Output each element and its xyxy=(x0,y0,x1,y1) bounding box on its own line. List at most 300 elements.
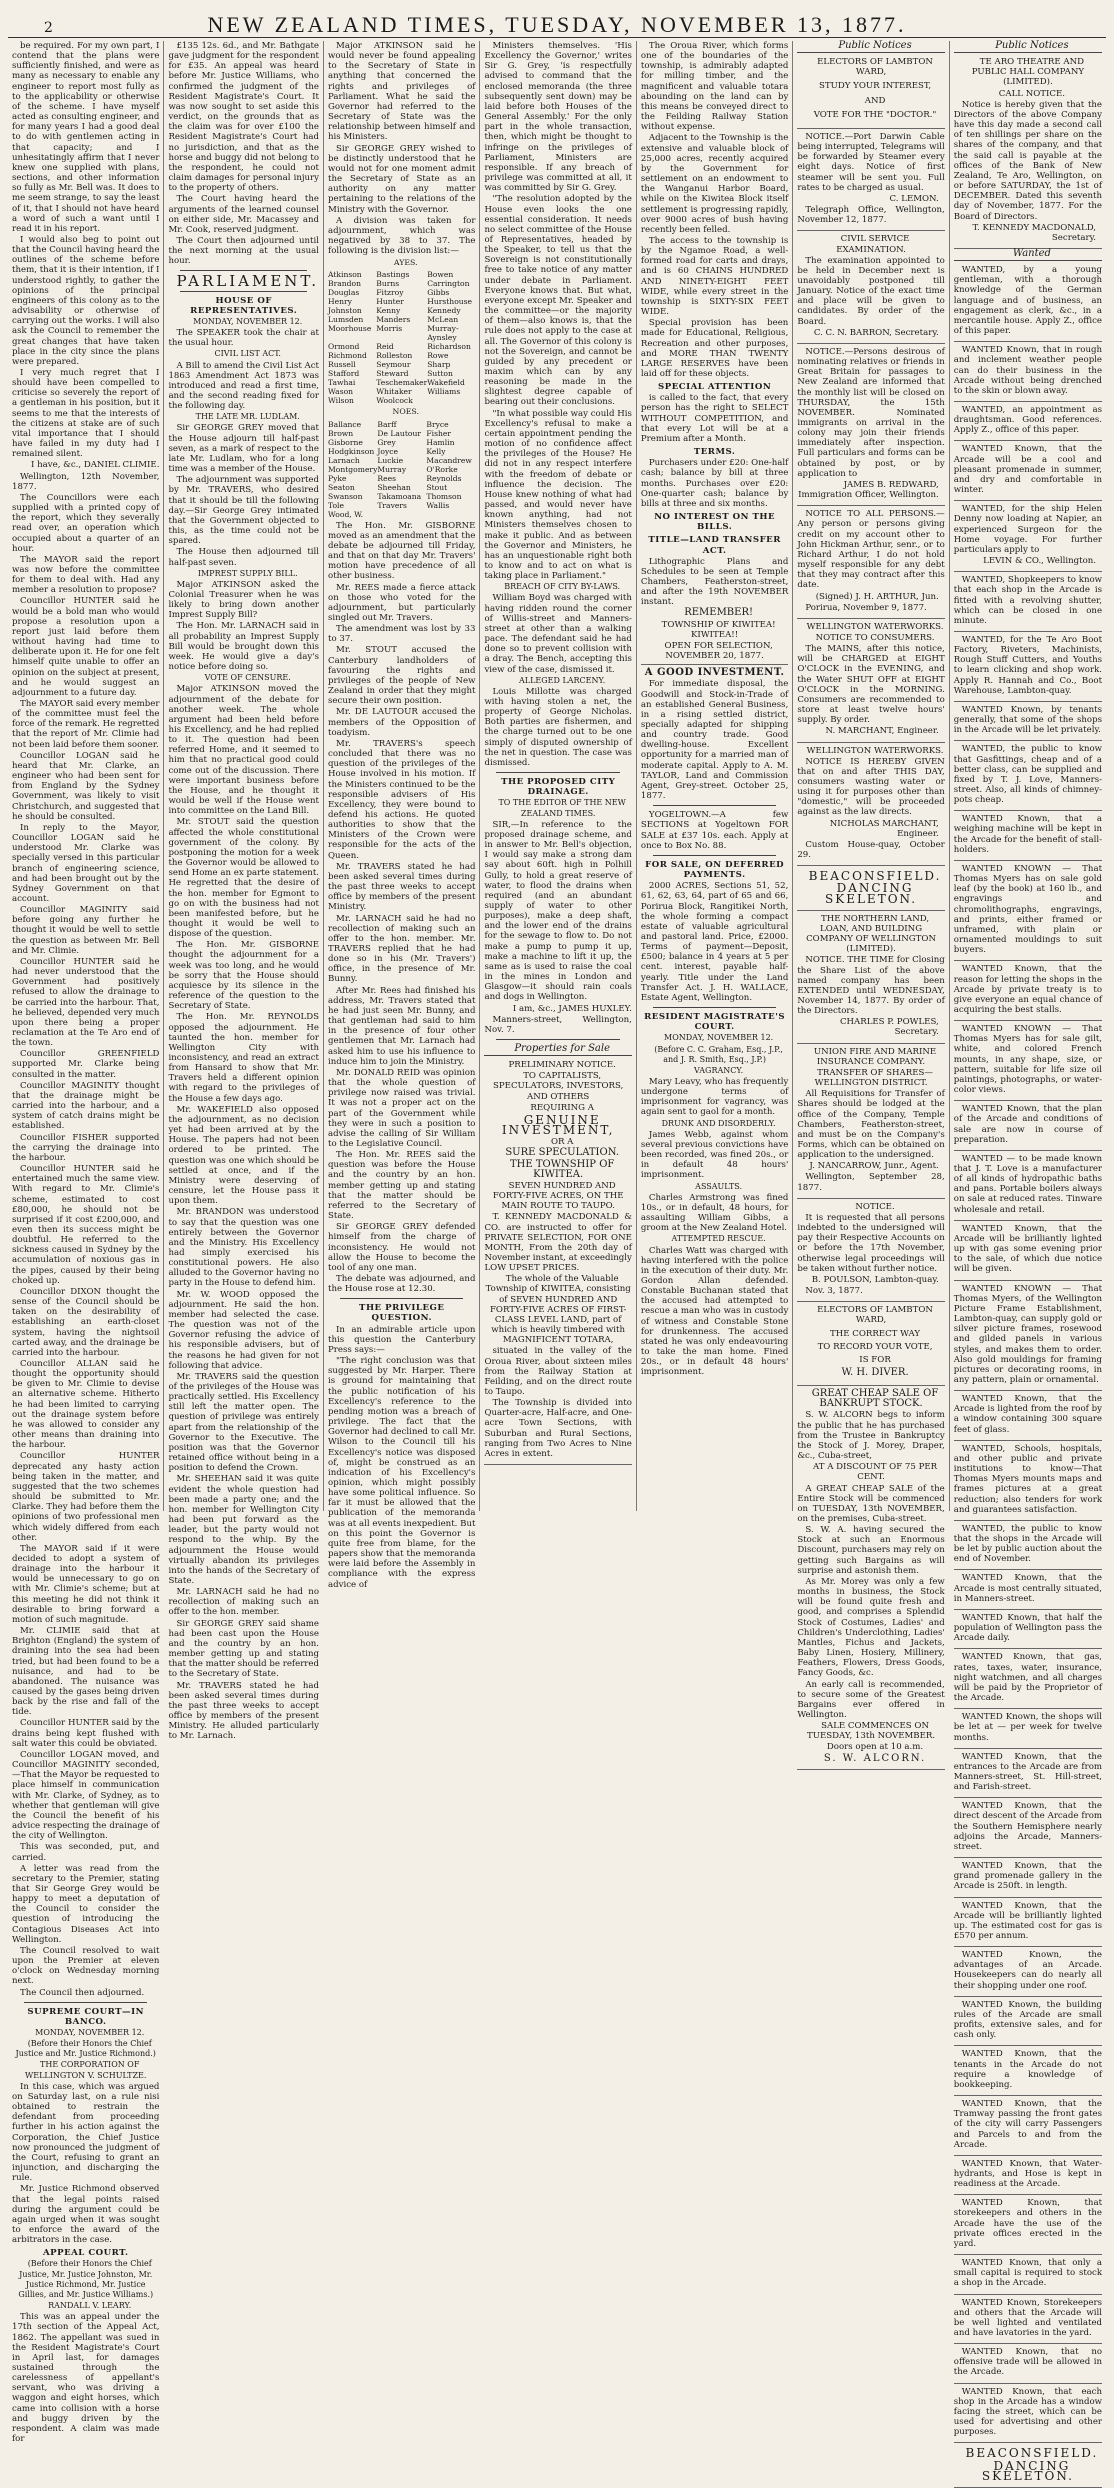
paragraph: Major ATKINSON moved the adjournment of the debate for another week. The whole argument had been held before his Excellency, and he had replied to it. The question had been referred Home, and it seemed to him that no practical good could come out of the discussion. There were important business before the House, and he thought it would be well if the House went into committee on the Land Bill. xyxy=(168,684,320,817)
ad-line: TRANSFER OF SHARES—WELLINGTON DISTRICT. xyxy=(814,1067,933,1089)
division-noes-heading: NOES. xyxy=(392,407,419,417)
paragraph: Sir GEORGE GREY moved that the House adjourn till half-past seven, as a mark of respect to the late Mr. Ludlam, who for a long time was a member of the House. xyxy=(168,423,320,475)
ad-line: SALE COMMENCES ON TUESDAY, 13th NOVEMBER. xyxy=(807,1721,936,1742)
ad-text: WANTED, the public to know that Gasfittings, cheap and of a better class, can be supplied and fixed by T. J. Love, Manners-street. Also, all kinds of chimney-pots cheap. xyxy=(953,744,1103,806)
division-member: Wason xyxy=(328,387,354,397)
division-member: Steward xyxy=(376,369,409,379)
paragraph: The MAYOR said every member of the committee must feel the force of the remark. He regretted that the report of Mr. Climie had not been laid before them sooner. xyxy=(12,699,160,750)
ad-headline: A GOOD INVESTMENT. xyxy=(644,667,785,679)
beaconsfield-ad-2 xyxy=(954,2443,1102,2487)
te-aro-theatre-ad xyxy=(954,54,1102,249)
wanted-ad xyxy=(954,2344,1102,2383)
ad-text: WANTED KNOWN — That Thomas Myers has on sale gold leaf (by the book) at 160 lb., and engravings and chromolithographs, engravings, and prints, either framed or unframed, with plain or ornamented mouldings to suit buyers. xyxy=(953,863,1103,956)
wanted-ad xyxy=(954,402,1102,441)
wanted-ad xyxy=(954,1709,1102,1748)
division-member: Joyce xyxy=(377,446,399,456)
wanted-ad xyxy=(954,2295,1102,2345)
division-member: Bryce xyxy=(426,419,449,429)
division-member: Russell xyxy=(328,360,356,370)
properties-heading: Properties for Sale xyxy=(484,1044,631,1056)
waterworks-notice-2 xyxy=(797,743,944,867)
division-member: Douglas xyxy=(328,288,360,298)
ad-text: All Requisitions for Transfer of Shares should be lodged at the office of the Company, Temple Chambers, Featherston-street, and must be on the Company's Forms, which can be obtained on application to the undersigned. xyxy=(797,1089,945,1161)
ad-headline: UNION FIRE AND MARINE INSURANCE COMPANY. xyxy=(813,1046,937,1067)
paragraph: I very much regret that I should have been compelled to criticise so severely the report of a gentleman in his position, but it seems to me that the interests of the citizens at stake are of such vital importance that I should have failed in my duty had I remained silent. xyxy=(12,368,160,460)
ad-text: WANTED Known, that Water-hydrants, and Hose is kept in readiness at the Arcade. xyxy=(953,2158,1103,2190)
ad-text: WANTED Known, that a weighing machine will be kept in the Arcade for the benefit of stall-holders. xyxy=(953,814,1103,855)
paragraph: Mary Leavy, who has frequently undergone terms of imprisonment for vagrancy, was again sent to gaol for a month. xyxy=(640,1077,789,1118)
ad-text: NOTICE. THE TIME for Closing the Share List of the above named company has been EXTENDED until WEDNESDAY, November 14, 1877. By order of the Directors. xyxy=(797,955,945,1017)
signature: I have, &c., DANIEL CLIMIE. xyxy=(30,460,160,471)
ad-text: WANTED Known, that the Arcade is lighted from the roof by a window containing 300 square feet of glass. xyxy=(953,1394,1103,1435)
paragraph: Major ATKINSON asked the Colonial Treasurer when he was likely to bring down another Imprest Supply Bill? xyxy=(168,579,320,621)
kiwitea-advertisement xyxy=(484,1057,631,1465)
signature: T. KENNEDY MACDONALD, Secretary. xyxy=(972,222,1097,243)
paragraph: The Hon. Mr. GISBORNE moved as an amendment that the debate be adjourned till Friday, and that on that day Mr. Travers' motion have precedence of all other business. xyxy=(328,520,476,582)
division-member: Murray xyxy=(377,464,407,474)
ad-text: 2000 ACRES, Sections 51, 52, 61, 62, 63, 64, part of 65 and 66, Porirua Block, Rangitikei North, the whole forming a compact estate of valuable agricultural and pastoral land. Price, £2000. Terms of payment—Deposit, £500; balance in 4 years at 5 per cent. interest, payable half-yearly. Title under the Land Transfer Act. J. H. WALLACE, Estate Agent, Wellington. xyxy=(640,881,789,1003)
ad-line: TOWNSHIP OF KIWITEA! KIWITEA!! xyxy=(661,619,776,640)
division-member: Kenny xyxy=(376,306,401,316)
lambton-ward-ad-2 xyxy=(797,1302,944,1386)
division-noes-list xyxy=(328,420,475,519)
paragraph: Mr. TRAVERS stated he had been asked several times during the past three weeks to accept office by members of the present Ministry. xyxy=(328,861,476,913)
ad-headline: GENUINE INVESTMENT, xyxy=(501,1112,615,1138)
division-member: Brown xyxy=(328,428,354,438)
division-member: Wakefield xyxy=(427,378,465,388)
column-1 xyxy=(8,41,164,2445)
paragraph: Mr. WAKEFIELD also opposed the adjournment, as no decision yet had been arrived at by the House. The papers had not been ordered to be printed. The question was one which should be settled at once, and if the Ministry were deserving of censure, let the House pass it upon them. xyxy=(168,1104,320,1207)
ad-text: WANTED KNOWN — That Thomas Myers, of the Wellington Picture Frame Establishment, Lambton-quay, can supply gold or silver picture frames, rosewood and gilded panels in various styles, and makes them to order. Also gold mouldings for framing pictures or decorating rooms, in any pattern, plain or ornamental. xyxy=(953,1283,1103,1385)
dateline: Telegraph Office, Wellington, November 12, 1877. xyxy=(797,205,945,226)
paragraph: Louis Millotte was charged with having stolen a net, the property of George Nicholas. Both parties are fishermen, and the charge turned out to be one simply of disputed ownership of the net in question. The case was dismissed. xyxy=(484,686,632,768)
ad-text: WANTED, for the Te Aro Boot Factory, Riveters, Machinists, Rough Stuff Cutters, and Youths to learn clicking and shop work. Apply R. Hannah and Co., Boot Warehouse, Lambton-quay. xyxy=(953,634,1103,696)
wanted-ad xyxy=(954,1898,1102,1948)
wanted-ad xyxy=(954,262,1102,342)
division-member: Fitzroy xyxy=(376,288,404,298)
division-member: McLean xyxy=(427,315,459,325)
paragraph: Councillor LOGAN moved, and Councillor MAGINITY seconded,—That the Mayor be requested to place himself in communication with Mr. Clarke, of Sydney, as to whether that gentleman will give the Council the benefit of his advice respecting the drainage of the city of Wellington. xyxy=(12,1749,160,1842)
paragraph: The Hon. Mr. REES said the question was before the House and the country by an hon. member getting up and stating that the matter should be referred to the Secretary of State. xyxy=(328,1150,476,1222)
ad-text: NOTICE.—Port Darwin Cable being interrupted, Telegrams will be forwarded by Steamer every eight days. Notice of first steamer will be sent you. Full rates to be charged as usual. xyxy=(797,131,945,193)
wanted-ad xyxy=(954,2255,1102,2294)
parliament-heading: PARLIAMENT. xyxy=(176,272,320,291)
signature: CHARLES P. POWLES, Secretary. xyxy=(839,1017,939,1038)
paragraph: Sir GEORGE GREY defended himself from the charge of inconsistency. He would not allow the House to become the tool of any one man. xyxy=(328,1222,476,1273)
subsection-heading: THE LATE MR. LUDLAM. xyxy=(195,412,300,422)
wanted-ad xyxy=(954,1947,1102,1997)
division-member: Richardson xyxy=(427,342,471,352)
column-3 xyxy=(324,41,480,1590)
division-member: Seymour xyxy=(376,360,411,370)
ad-line: NOTICE TO CONSUMERS. xyxy=(815,632,935,643)
ad-text: WANTED, an appointment as draughtsman. Good references. Apply Z., office of this paper. xyxy=(953,405,1103,436)
division-member: Tawhai xyxy=(328,378,356,388)
division-member: Reid xyxy=(376,342,394,352)
paragraph: Councillor GREENFIELD supported Mr. Clarke being consulted in the matter. xyxy=(12,1049,160,1080)
ad-text: WANTED Known, that the reason for letting the shops in the Arcade by private treaty is to give everyone an equal chance of acquiring the best stalls. xyxy=(953,964,1103,1015)
paragraph: The SPEAKER took the chair at the usual hour. xyxy=(168,328,320,349)
paragraph: Mr. SHEEHAN said it was quite evident the whole question had been made a party one; and the hon. member for Wellington City had been put forward as the leader, but the party would not respond to the whip. By the adjournment the House would virtually abandon its privileges into the hands of the Secretary of State. xyxy=(168,1474,320,1586)
wanted-ad xyxy=(954,2096,1102,2156)
division-member: Sheehan xyxy=(377,482,411,492)
ad-line: CALL NOTICE. xyxy=(998,88,1065,99)
ad-headline: NOTICE. xyxy=(855,1201,895,1212)
dateline: Porirua, November 9, 1877. xyxy=(805,602,927,613)
subsection-heading: CIVIL LIST ACT. xyxy=(214,349,281,359)
division-member: Gisborne xyxy=(328,437,363,447)
paragraph: In an admirable article upon this question the Canterbury Press says:— xyxy=(328,1324,476,1355)
union-insurance-ad xyxy=(797,1044,944,1199)
paragraph: Charles Watt was charged with having interfered with the police in the execution of their duty. Mr. Gordon Allan defended. Constable Buchanan stated that the accused had attempted to rescue a man who was in custody of witness and Constable Stone for drunkenness. The accused stated he was only endeavouring to take the man home. Fined 20s., or in default 48 hours' imprisonment. xyxy=(640,1245,789,1378)
paragraph: Ministers themselves. 'His Excellency the Governor,' writes Sir G. Grey, 'is respectfully advised to command that the enclosed memoranda (the three subsequently sent down) may be laid before both Houses of the General Assembly.' For the only part in the whole transaction, then, which might be thought to infringe on the privileges of Parliament, Ministers are responsible. If any breach of privilege was committed at all, it was committed by Sir G. Grey. xyxy=(484,41,632,194)
lambton-ward-ad xyxy=(797,54,944,129)
wanted-ad xyxy=(954,2046,1102,2096)
division-member: Wilson xyxy=(328,396,354,406)
ad-text: WANTED, for the ship Helen Denny now loading at Napier, an experienced Surgeon for the Home voyage. For further particulars apply to xyxy=(953,504,1103,555)
division-member: Morris xyxy=(376,324,403,334)
division-member: Sharp xyxy=(427,360,451,370)
divider xyxy=(340,1298,463,1299)
ad-text: The access to the township is by the Ngamoe Road, a well-formed road for carts and drays, and is 60 CHAINS HUNDRED AND NINETY-EIGHT FEET WIDE, while every street in the township is SIXTY-SIX FEET WIDE. xyxy=(640,235,789,318)
division-member: Barff xyxy=(377,419,397,429)
ad-text: WANTED Known, that the tenants in the Arcade do not require a knowledge of bookkeeping. xyxy=(953,2049,1103,2090)
paragraph: "In what possible way could His Excellency's refusal to make a certain appointment pending the motion of no confidence affect the privileges of the House? He did not in any respect interfere with the freedom of debate or influence the decision. The House knew nothing of what had passed, and would never have known anything, had not Ministers themselves chosen to make it public. And as between the Governor and Ministers, he has an unquestionable right both to know and to act on what is taking place in Parliament." xyxy=(484,408,632,582)
ad-line: SURE SPECULATION. xyxy=(505,1147,619,1159)
paragraph: The amendment was lost by 33 to 37. xyxy=(328,624,476,645)
division-member: Whitaker xyxy=(376,387,412,397)
subsection-heading: BREACH OF CITY BY-LAWS. xyxy=(504,582,621,592)
division-member: Reynolds xyxy=(426,473,462,483)
ad-headline: DANCING SKELETON. xyxy=(825,881,918,906)
division-member: Swanson xyxy=(328,491,363,501)
ad-text: An early call is recommended, to secure some of the Greatest Bargains ever offered in Wellington. xyxy=(797,1679,945,1720)
paragraph: The Hon. Mr. LARNACH said in all probability an Imprest Supply Bill would be brought down this week. He would give a day's notice before doing so. xyxy=(168,621,320,673)
ad-text: situated in the valley of the Oroua River, about sixteen miles from the Railway Station at Feilding, and on the direct route to Taupo. xyxy=(484,1346,632,1397)
ad-line: TITLE—LAND TRANSFER ACT. xyxy=(648,535,781,556)
ad-line: Doors open at 10 a.m. xyxy=(826,1742,924,1753)
signature: LEVIN & CO., Wellington. xyxy=(983,556,1097,567)
ad-text: WANTED Known, that storekeepers and others in the Arcade have the use of the private offices erected in the yard. xyxy=(953,2198,1103,2249)
column-4 xyxy=(480,41,636,1511)
section-heading: APPEAL COURT. xyxy=(43,2248,129,2259)
paragraph: Councillor DIXON thought the sense of the Council should be taken on the desirability of establishing an earth-closet system, having the nightsoil carted away, and the drainage be carried into the harbour. xyxy=(12,1286,160,1358)
column-2 xyxy=(164,41,324,1742)
wanted-ad xyxy=(954,1021,1102,1101)
ad-line: VOTE FOR THE "DOCTOR." xyxy=(813,109,937,120)
beaconsfield-ad xyxy=(797,866,944,910)
paragraph: Councillor FISHER supported the carrying the drainage into the harbour. xyxy=(12,1132,160,1163)
wanted-ad xyxy=(954,2384,1102,2444)
paragraph: The House then adjourned till half-past seven. xyxy=(168,547,320,568)
subsection-heading: VAGRANCY. xyxy=(694,1065,744,1075)
dateline: Wellington, 12th November, 1877. xyxy=(12,471,160,492)
divider xyxy=(24,2002,147,2003)
ad-text: Purchasers under £20: One-half cash; balance by bill at three months. Purchases over £20: One-quarter cash; balance by bills at three and six months. xyxy=(640,458,789,509)
paragraph: Councillor LOGAN said he heard that Mr. Clarke, an engineer who had been sent for from England by the Sydney Government, was likely to visit Christchurch, and suggested that he should be consulted. xyxy=(12,750,160,822)
ad-text: A GREAT CHEAP SALE of the Entire Stock will be commenced on TUESDAY, 13th NOVEMBER, on the premises, Cuba-street. xyxy=(797,1483,945,1524)
paragraph: The adjournment was supported by Mr. TRAVERS, who desired that it should be till the following day.—Sir George Grey intimated that the Government objected to this, as the time could not be spared. xyxy=(168,475,320,547)
ad-headline: FOR SALE, ON DEFERRED PAYMENTS. xyxy=(645,859,785,881)
waterworks-notice xyxy=(797,619,944,743)
section-heading: HOUSE OF REPRESENTATIVES. xyxy=(190,295,298,316)
case-title: THE CORPORATION OF WELLINGTON V. SCHULTZE. xyxy=(25,2060,147,2080)
division-member: Lumsden xyxy=(328,315,364,325)
section-date: MONDAY, NOVEMBER 12. xyxy=(664,1033,774,1043)
ad-text: WANTED Known, that only a small capital is required to stock a shop in the Arcade. xyxy=(953,2258,1103,2289)
section-date: MONDAY, NOVEMBER 12. xyxy=(193,316,303,326)
ad-text: WANTED Known, Storekeepers and others that the Arcade will be well lighted and ventilated and have lavatories in the yard. xyxy=(953,2297,1103,2338)
division-member: Brandon xyxy=(328,279,361,289)
paragraph: Sir GEORGE GREY said shame had been cast upon the House and the country by an hon. member getting up and stating that the matter should be referred to the Secretary of State. xyxy=(168,1618,320,1680)
ad-line: THE CORRECT WAY xyxy=(830,1328,921,1339)
section-subtitle: TO THE EDITOR OF THE NEW ZEALAND TIMES. xyxy=(498,798,626,818)
wanted-ad xyxy=(954,2195,1102,2255)
wanted-ad xyxy=(954,1521,1102,1571)
section-subtitle: (Before their Honors the Chief Justice and Mr. Justice Richmond.) xyxy=(15,2039,156,2059)
division-member: Bastings xyxy=(376,270,410,280)
paragraph: Councillor HUNTER said by the drains being kept flushed with salt water this could be obviated. xyxy=(12,1718,160,1749)
paragraph: Councillor MAGINITY thought that the drainage might be carried into the harbour, and a system of catch drains might be established. xyxy=(12,1080,160,1132)
paragraph: Mr. LARNACH said he had no recollection of making such an offer to the hon. member. Mr. TRAVERS replied that he had done so in his (Mr. Travers') office, in the presence of Mr. Bunny. xyxy=(328,913,476,985)
paragraph: Charles Armstrong was fined 10s., or in default, 48 hours, for assaulting William Gibbs, a groom at the New Zealand Hotel. xyxy=(640,1192,789,1234)
ad-line: TERMS. xyxy=(693,447,736,458)
paragraph: Mr. BRANDON was understood to say that the question was one entirely between the Governor and the Ministry. His Excellency had simply exercised his constitutional powers. He also alluded to the Governor having no party in the House to defend him. xyxy=(168,1207,320,1289)
division-member: Murray-Aynsley xyxy=(427,324,459,343)
signature: J. NANCARROW, Junr., Agent. xyxy=(809,1161,939,1172)
division-member: Rees xyxy=(377,473,396,483)
ad-line: AND xyxy=(864,95,886,106)
paragraph: The debate was adjourned, and the House rose at 12.30. xyxy=(328,1274,476,1295)
section-subtitle: (Before C. C. Graham, Esq., J.P., and J. R. Smith, Esq., J.P.) xyxy=(654,1044,783,1064)
signature: N. MARCHANT, Engineer. xyxy=(825,726,939,737)
paragraph: The Council then adjourned. xyxy=(20,1987,145,1998)
ad-line: PRELIMINARY NOTICE. xyxy=(508,1060,616,1071)
column-7 xyxy=(950,40,1106,2483)
ad-line: TO RECORD YOUR VOTE, xyxy=(817,1341,933,1352)
ad-text: WANTED, by a young gentleman, with a thorough knowledge of the German language and of business, an engagement as clerk, &c., in a mercantile house. Apply Z., office of this paper. xyxy=(953,265,1103,337)
ad-line: SEVEN HUNDRED AND FORTY-FIVE ACRES, ON THE MAIN ROUTE TO TAUPO. xyxy=(492,1180,624,1212)
division-member: Montgomery xyxy=(328,464,378,474)
wanted-ad xyxy=(954,702,1102,741)
paragraph: The Hon. Mr. GISBORNE thought the adjournment for a week was too long, and he would be sorry that the House should acquiesce by its silence in the reference of the question to the Secretary of State. xyxy=(168,940,320,1012)
ad-text: NOTICE IS HEREBY GIVEN that on and after THIS DAY, consumers wasting water or using it for purposes other than "domestic," will be proceeded against as the law directs. xyxy=(797,756,945,818)
paragraph: In this case, which was argued on Saturday last, on a rule nisi obtained to restrain the defendant from proceeding further in his action against the Corporation, the Chief Justice now pronounced the judgment of the Court, refusing to grant an injunction, and discharging the rule. xyxy=(12,2081,160,2184)
ad-text: WANTED Known, the shops will be let at — per week for twelve months. xyxy=(953,1712,1103,1743)
division-member: Teschemaker xyxy=(376,378,428,388)
division-member: Seaton xyxy=(328,482,355,492)
paragraph: A Bill to amend the Civil List Act 1863 Amendment Act 1873 was introduced and read a first time, and the second reading fixed for the following day. xyxy=(168,360,320,412)
ad-line: NO INTEREST ON THE BILLS. xyxy=(654,512,776,533)
paragraph: Councillor HUNTER said he would be a bold man who would propose a resolution upon a report just laid before them without having had time to deliberate upon it. He for one felt himself quite unable to offer an opinion on the subject at present, and he would suggest an adjournment to a future day. xyxy=(12,596,160,698)
subsection-heading: IMPREST SUPPLY BILL. xyxy=(197,568,298,578)
ad-headline: GREAT CHEAP SALE OF BANKRUPT STOCK. xyxy=(811,1388,939,1410)
wanted-ad xyxy=(954,1649,1102,1709)
paragraph: Councillor ALLAN said he thought the opportunity should be given to Mr. Climie to devise an alternative scheme. Hitherto he had been limited to carrying out the drainage system before he was allowed to consider any other means than draining into the harbour. xyxy=(12,1359,160,1451)
paragraph: £135 12s. 6d., and Mr. Bathgate gave judgment for the respondent for £35. An appeal was heard before Mr. Justice Williams, who confirmed the judgment of the Resident Magistrate's Court. It was now sought to set aside this verdict, on the grounds that as the claim was for over £100 the Resident Magistrate's Court had no jurisdiction, and that as the horse and buggy did not belong to the respondent, he could not claim damages for personal injury to the property of others. xyxy=(168,41,320,194)
paragraph: Major ATKINSON said he would never be found appealing to the Secretary of State in anything that concerned the rights and privileges of Parliament. What he said the Governor had referred to the Secretary of State was the relationship between himself and his Ministers. xyxy=(328,41,476,143)
division-member: Bowen xyxy=(427,270,454,280)
ad-headline: BEACONSFIELD. xyxy=(808,869,942,884)
division-member: Henry xyxy=(328,297,352,307)
ad-line: IS FOR xyxy=(859,1354,891,1365)
paragraph: After Mr. Rees had finished his address, Mr. Travers stated that he had just seen Mr. Bunny, and that gentleman had said to him in the presence of four other gentlemen that Mr. Larnach had asked him to use his influence to induce him to join the Ministry. xyxy=(328,985,476,1067)
signature: B. POULSON, Lambton-quay. xyxy=(811,1274,939,1285)
masthead-title: NEW ZEALAND TIMES, TUESDAY, NOVEMBER 13, 1877. xyxy=(207,12,907,37)
division-member: Hursthouse xyxy=(427,297,473,307)
ad-line: S. W. ALCORN. xyxy=(823,1752,927,1764)
ad-text: WANTED Known, by tenants generally, that some of the shops in the Arcade will be let privately. xyxy=(953,704,1103,736)
division-member: Luckie xyxy=(377,455,404,465)
ad-text: Special provision has been made for Educational, Religious, Recreation and other purposes, and MORE THAN TWENTY LARGE RESERVES have been laid off for these objects. xyxy=(640,318,789,379)
division-member: Kelly xyxy=(426,446,446,456)
wanted-ad xyxy=(954,1610,1102,1649)
division-member: Johnston xyxy=(328,306,362,316)
wanted-ad xyxy=(954,632,1102,702)
paragraph: "The right conclusion was that suggested by Mr. Harper. There is ground for maintaining that the public notification of his Excellency's reference to the pending motion was a breach of privilege. The fact that the Governor had declined to call Mr. Wilson to the Council till his Excellency's notice was disposed of, might be construed as an indication of his Excellency's opinion, which might possibly have some political influence. So far it must be allowed that the publication of the memoranda was at all events inexpedient. But on this point the Governor is quite free from blame, for the papers show that the memoranda were laid before the Assembly in compliance with the express advice of xyxy=(328,1356,476,1590)
ad-text: The Township is divided into Quarter-acre, Half-acre, and One-acre Town Sections, with Suburban and Rural Sections, ranging from Two Acres to Nine Acres in extent. xyxy=(484,1398,632,1459)
paragraph: Mr. TRAVERS said the question of the privileges of the House was practically settled. His Excellency still left the matter open. The question of privilege was entirely apart from the relationship of the Governor to the Executive. The position was that the Governor retained office without being in a position to defend the Crown. xyxy=(168,1371,320,1474)
immigration-notice xyxy=(797,344,944,506)
paragraph: Councillor MAGINITY said before going any further he thought it would be well to settle the question as between Mr. Bell and Mr. Climie. xyxy=(12,905,160,956)
division-member: Ballance xyxy=(328,419,362,429)
division-member: Stafford xyxy=(328,369,360,379)
section-date: MONDAY, NOVEMBER 12. xyxy=(35,2028,145,2037)
division-member: Rowe xyxy=(427,351,449,361)
wanted-ad xyxy=(954,572,1102,632)
ad-text: WANTED Known, that the Tramway passing the front gates of the city will carry Passengers and Parcels to and from the Arcade. xyxy=(953,2099,1103,2150)
division-member: Fisher xyxy=(426,428,452,438)
ad-headline: THE NORTHERN LAND, LOAN, AND BUILDING COMPANY OF WELLINGTON (LIMITED). xyxy=(806,913,936,955)
civil-service-notice xyxy=(797,231,944,344)
division-member: Carrington xyxy=(427,279,470,289)
ad-line: ELECTORS OF LAMBTON WARD, xyxy=(817,1305,933,1326)
division-member: Sutton xyxy=(427,369,453,379)
divider xyxy=(496,772,619,773)
paragraph: The Councillors were each supplied with a printed copy of the report, which they severally read over, an operation which occupied about a quarter of an hour. xyxy=(12,492,160,554)
paragraph: William Boyd was charged with having ridden round the corner of Willis-street and Manners-street at other than a walking pace. The defendant said he had done so to prevent collision with a dray. The Bench, accepting this view of the case, dismissed it. xyxy=(484,593,632,675)
signature: (Signed) J. H. ARTHUR, Jun. xyxy=(815,591,939,602)
division-member: Gibbs xyxy=(427,288,450,298)
wanted-ad xyxy=(954,1221,1102,1281)
ad-text: WANTED Known, that the Arcade is most centrally situated, in Manners-street. xyxy=(953,1573,1103,1604)
wanted-ad xyxy=(954,1281,1102,1392)
ad-text: As Mr. Morey was only a few months in business, the Stock will be found quite fresh and good, and comprises a Splendid Stock of Costumes, Ladies' and Children's Underclothing, Ladies' Mantles, Fichus and Jackets, Baby Linen, Hosiery, Millinery, Feathers, Flowers, Dress Goods, Fancy Goods, &c. xyxy=(797,1576,945,1679)
paragraph: Mr. LARNACH said he had no recollection of making such an offer to the hon. member. xyxy=(168,1587,320,1618)
divider xyxy=(653,805,776,806)
section-heading: RESIDENT MAGISTRATE'S COURT. xyxy=(644,1012,786,1033)
ad-text: WANTED KNOWN — That Thomas Myers has for sale gilt, white, and colored French mounts, in any shape, size, or pattern, suitable for life size oil paintings, photographs, or water-color views. xyxy=(953,1024,1103,1096)
paragraph: be required. For my own part, I contend that the plans were sufficiently finished, and were as many as necessary to enable any engineer to report most fully as to the applicability or otherwise of the scheme. I have myself acted as consulting engineer, and for many years I had a good deal to do with gentlemen acting in that capacity; and I unhesitatingly affirm that I never knew one supplied with plans, sections, and other information so fully as Mr. Bell was. It does to me seem strange, to say the least of it, that I should not have heard a word of such a want until I read it in his report. xyxy=(12,41,160,234)
ad-text: Notice is hereby given that the Directors of the above Company have this day made a second call of ten shillings per share on the shares of the company, and that the said call is payable at the offices of the Bank of New Zealand, Te Aro, Wellington, on or before SATURDAY, the 1st of DECEMBER. Dated this seventh day of November, 1877. For the Board of Directors. xyxy=(953,99,1103,222)
ad-line: The whole of the Valuable Township of KIWITEA, consisting of SEVEN HUNDRED AND FORTY-FIVE ACRES OF FIRST-CLASS LEVEL LAND, part of which is heavily timbered with MAGNIFICENT TOTARA, xyxy=(485,1274,631,1346)
ad-text: Adjacent to the Township is the extensive and valuable block of 25,000 acres, recently acquired by the Government for settlement on an endowment to the Wanganui Harbor Board, while on the Kiwitea Block itself settlement is progressing rapidly, over 9000 acres of bush having recently been felled. xyxy=(640,133,789,235)
ad-text: WANTED Known, that the Arcade will be brilliantly lighted up. The estimated cost for gas is £570 per annum. xyxy=(953,1900,1103,1941)
ad-text: Lithographic Plans and Schedules to be seen at Temple Chambers, Featherston-street, and after the 19th NOVEMBER instant. xyxy=(640,556,789,608)
ad-text: S. W. A. having secured the Stock at such an Enormous Discount, purchasers may rely on getting such Bargains as will surprise and astonish them. xyxy=(797,1525,945,1576)
division-member: Travers xyxy=(377,500,407,510)
paragraph: A division was taken for adjournment, which was negatived by 38 to 37. The following is the division list:— xyxy=(328,215,476,257)
divider xyxy=(180,270,307,271)
wanted-ad xyxy=(954,861,1102,961)
page-number: 2 xyxy=(44,20,53,36)
division-member: Wallis xyxy=(426,500,450,510)
ad-text: WANTED Known, that the Arcade will be brilliantly lighted up with gas some evening prior to the sale, of which due notice will be given. xyxy=(953,1223,1103,1275)
section-heading: THE PROPOSED CITY DRAINAGE. xyxy=(501,777,616,798)
paragraph: Councillor HUNTER deprecated any hasty action being taken in the matter, and suggested that the two schemes should be submitted to Mr. Clarke. They had before them the opinions of two professional men which widely differed from each other. xyxy=(12,1451,160,1543)
paragraph: Councillor HUNTER said he entertained much the same view. With regard to Mr. Climie's scheme, estimated to cost £80,000, he should not be surprised if it cost £200,000, and even then its success might be doubtful. He referred to the sickness caused in Sydney by the accumulation of noxious gas in the pipes, caused by their being choked up. xyxy=(12,1164,160,1286)
paragraph: Mr. STOUT said the question affected the whole constitutional government of the colony. By postponing the motion for a week the Governor would be allowed to send Home an ex parte statement. He regretted that the desire of the hon. member for Egmont to go on with the business had not been manifested before, but he thought it would be well to dispose of the question. xyxy=(168,817,320,940)
division-member: Atkinson xyxy=(328,270,362,280)
division-member: Hunter xyxy=(376,297,404,307)
signature: C. LEMON. xyxy=(889,193,939,204)
ad-text: YOGELTOWN.—A few SECTIONS at Yogeltown FOR SALE at £37 10s. each. Apply at once to Box No. 88. xyxy=(640,810,789,851)
wanted-ad xyxy=(954,1391,1102,1441)
public-notices-heading: Public Notices xyxy=(797,41,944,53)
ad-line: TO CAPITALISTS, SPECULATORS, INVESTORS, AND OTHERS xyxy=(493,1071,624,1102)
division-member: Hamlin xyxy=(426,437,455,447)
paragraph: "The resolution adopted by the House even looks the one essential consideration. It needs no select committee of the House of Representatives, headed by the Speaker, to tell us that the Sovereign is not constitutionally free to take notice of any matter under debate in Parliament. Everyone knows that. But what, everyone except Mr. Speaker and the committee—or the majority of them—also knows is, that the rule does not apply to the case at all. The Governor of this colony is not the Sovereign, and cannot be guided by any precedent or maxim which can by any reasoning be made in the slightest degree capable of bearing out their conclusions. xyxy=(484,194,632,408)
paragraph: The Court then adjourned until the next morning at the usual hour. xyxy=(168,235,320,267)
division-member: Williams xyxy=(427,387,461,397)
wanted-ad xyxy=(954,1798,1102,1858)
column-5 xyxy=(637,41,793,1511)
paragraph: Mr. Justice Richmond observed that the legal points raised during the argument could be again urged when it was sought to enforce the award of the arbitrators in the case. xyxy=(12,2184,160,2246)
signature: NICHOLAS MARCHANT, Engineer. xyxy=(829,818,939,839)
division-member: Rolleston xyxy=(376,351,413,361)
section-subtitle: (Before their Honors the Chief Justice, Mr. Justice Johnston, Mr. Justice Richmond, Mr. Justice Gillies, and Mr. Justice Williams.) xyxy=(18,2259,154,2299)
credit-notice xyxy=(797,506,944,619)
paragraph: This was seconded, put, and carried. xyxy=(12,1842,160,1863)
northern-land-ad xyxy=(797,911,944,1044)
paragraph: Mr. STOUT accused the Canterbury landholders of favouring the rights and privileges of the people of New Zealand in order that they might secure their own position. xyxy=(328,645,476,707)
divider xyxy=(653,855,776,856)
division-member: Thomson xyxy=(426,491,462,501)
ad-line: SPECIAL ATTENTION xyxy=(658,382,772,393)
wanted-ad xyxy=(954,342,1102,402)
ad-text: WANTED Known, that gas, rates, taxes, water, insurance, night watchmen, and all charges will be paid by the Proprietor of the Arcade. xyxy=(953,1652,1103,1704)
paragraph: James Webb, against whom several previous convictions have been recorded, was fined 20s., or in default 48 hours' imprisonment. xyxy=(640,1129,789,1181)
signature: I am, &c., JAMES HUXLEY. xyxy=(512,1003,632,1014)
columns xyxy=(8,40,1106,2483)
division-member: Pyke xyxy=(328,473,347,483)
division-member: Burns xyxy=(376,279,400,289)
dateline: Manners-street, Wellington, Nov. 7. xyxy=(484,1014,632,1035)
ad-headline: CIVIL SERVICE EXAMINATION. xyxy=(836,234,910,255)
ad-text: WANTED Known, that the plan of the Arcade and conditions of sale are now in course of preparation. xyxy=(953,1104,1103,1145)
ad-text: The examination appointed to be held in December next is unavoidably postponed till January. Notice of the exact time and place will be given to candidates. By order of the Board. xyxy=(797,255,945,327)
signature: C. C. N. BARRON, Secretary. xyxy=(813,327,939,338)
ad-line: STUDY YOUR INTEREST, xyxy=(819,81,932,92)
ad-line: W. H. DIVER. xyxy=(841,1366,909,1378)
ad-text: WANTED Known, that no offensive trade will be allowed in the Arcade. xyxy=(953,2347,1103,2378)
paragraph: The MAYOR said if it were decided to adopt a system of drainage into the harbour it would be unnecessary to go on with Mr. Climie's scheme; but at this meeting he did not think it desirable to bring forward a motion of such magnitude. xyxy=(12,1543,160,1625)
subsection-heading: ATTEMPTED RESCUE. xyxy=(671,1234,766,1244)
ad-headline: WELLINGTON WATERWORKS. xyxy=(806,621,944,632)
divider xyxy=(653,1007,776,1008)
division-member: De Lautour xyxy=(377,428,421,438)
ad-text: WANTED, Shopkeepers to know that each shop in the Arcade is fitted with a revolving shutter, which can be closed in one minute. xyxy=(953,575,1103,626)
ad-text: WANTED Known, that the Arcade will be a cool and pleasant promenade in summer, and dry and comfortable in winter. xyxy=(953,444,1103,496)
paragraph: Mr. TRAVERS stated he had been asked several times during the past three weeks to accept office by members of the present Ministry. He alluded particularly to Mr. Larnach. xyxy=(168,1680,320,1742)
dateline: Wellington, September 28, 1877. xyxy=(797,1172,945,1193)
subsection-heading: DRUNK AND DISORDERLY. xyxy=(661,1118,776,1128)
paragraph: SIR,—In reference to the proposed drainage scheme, and in answer to Mr. Bell's objection, I would say make a strong dam say about 60ft. high in Polhill Gully, to hold a great reserve of water, to flood the drains when required (and an abundant supply of water to other purposes), make a deep shaft, and the lower end of the drains for the sewage to flow to. Do not make a pump to pump it up, make a machine to lift it up, the same as is used to raise the coal in the mines in London and Glasgow—it should rain coals and dogs in Wellington. xyxy=(484,819,632,1003)
ad-text: NOTICE.—Persons desirous of nominating relatives or friends in Great Britain for passages to New Zealand are informed that the monthly list will be closed on THURSDAY, the 15th NOVEMBER. Nominated immigrants on arrival in the colony may join their friends immediately after inspection. Full particulars and forms can be obtained by post, or by application to xyxy=(797,346,945,479)
divider xyxy=(496,1039,619,1040)
port-darwin-notice xyxy=(797,129,944,231)
ad-text: WANTED, the public to know that the shops in the Arcade will be let by public auction about the end of November. xyxy=(953,1523,1103,1565)
